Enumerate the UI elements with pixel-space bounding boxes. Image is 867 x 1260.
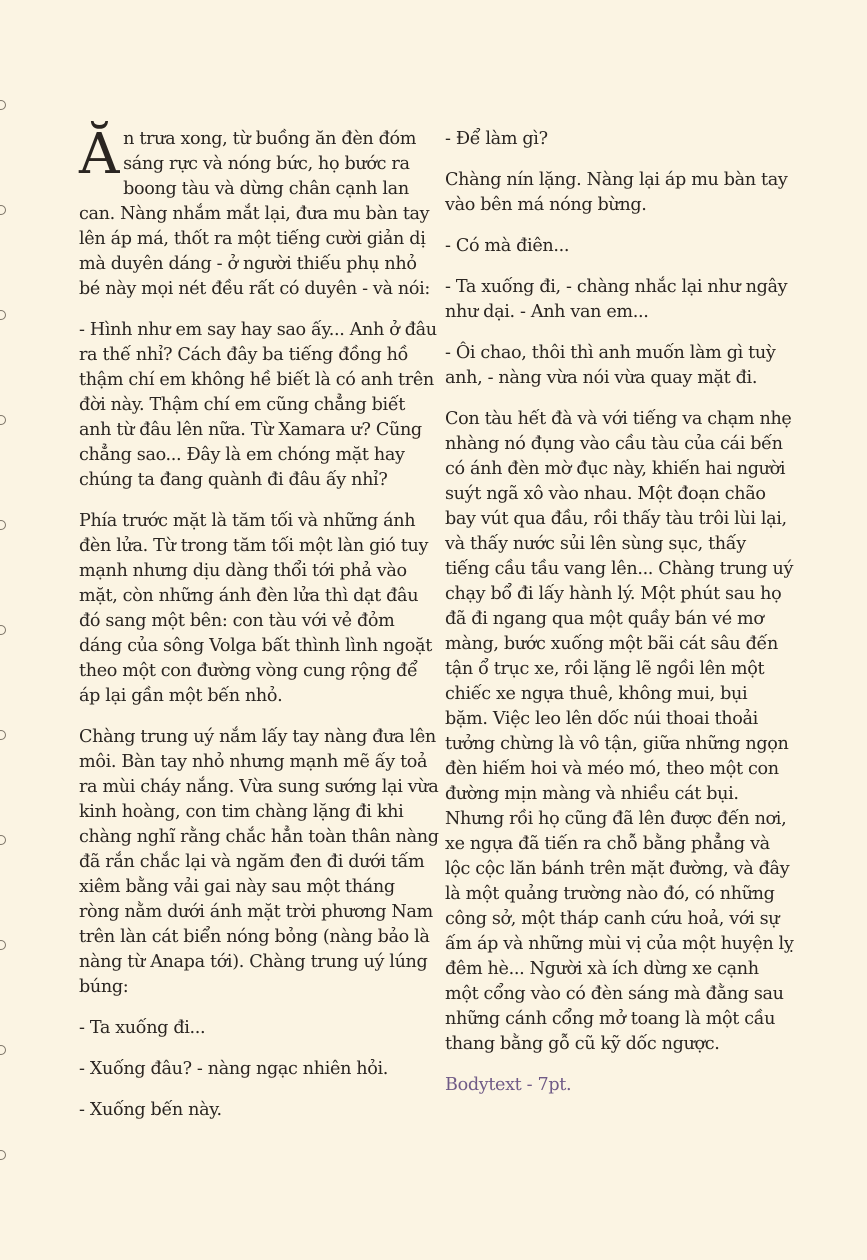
dialogue-line: - Ta xuống đi... (79, 1018, 206, 1038)
paragraph: Chàng nín lặng. Nàng lại áp mu bàn tay vào bên má nóng bừng. (445, 170, 788, 215)
paragraph: - Hình như em say hay sao ấy... Anh ở đâu ra thế nhỉ? Cách đây ba tiếng đồng hồ thậm chí em không hề biết là có anh trên đời này. Thậm chí em cũng chẳng biết anh từ đâu lên nữa. Từ Xamara ư? Cũng chẳng sao... Đây là em chóng mặt hay chúng ta đang quành đi đâu ấy nhỉ? (79, 320, 437, 490)
binding-hole (0, 100, 6, 110)
dialogue-line: - Ta xuống đi, - chàng nhắc lại như ngây như dại. - Anh van em... (445, 277, 788, 322)
paragraph: Con tàu hết đà và với tiếng va chạm nhẹ nhàng nó đụng vào cầu tàu của cái bến có ánh đèn mờ đục này, khiến hai người suýt ngã xô vào nhau. Một đoạn chão bay vút qua đầu, rồi thấy tàu trôi lùi lại, và thấy nước sủi lên sùng sục, thấy tiếng cầu tầu vang lên... Chàng trung uý chạy bổ đi lấy hành lý. Một phút sau họ đã đi ngang qua một quầy bán vé mơ màng, bước xuống một bãi cát sâu đến tận ổ trục xe, rồi lặng lẽ ngồi lên một chiếc xe ngựa thuê, không mui, bụi bặm. Việc leo lên dốc núi thoai thoải tưởng chừng là vô tận, giữa những ngọn đèn hiếm hoi và méo mó, theo một con đường mịn màng và nhiều cát bụi. Nhưng rồi họ cũng đã lên được đến nơi, xe ngựa đã tiến ra chỗ bằng phẳng và lộc cộc lăn bánh trên mặt đường, và đây là một quảng trường nào đó, có những công sở, một tháp canh cứu hoả, với sự ấm áp và những mùi vị của một huyện lỵ đêm hè... Người xà ích dừng xe cạnh một cổng vào có đèn sáng mà đằng sau những cánh cổng mở toang là một cầu thang bằng gỗ cũ kỹ dốc ngược. (445, 409, 794, 1054)
dialogue-line: - Ôi chao, thôi thì anh muốn làm gì tuỳ anh, - nàng vừa nói vừa quay mặt đi. (445, 343, 776, 388)
dialogue-line: - Xuống đâu? - nàng ngạc nhiên hỏi. (79, 1059, 389, 1079)
paragraph: Phía trước mặt là tăm tối và những ánh đèn lửa. Từ trong tăm tối một làn gió tuy mạnh nhưng dịu dàng thổi tới phả vào mặt, còn những ánh đèn lửa thì dạt đâu đó sang một bên: con tàu với vẻ đỏm dáng của sông Volga bất thình lình ngoặt theo một con đường vòng cung rộng để áp lại gần một bến nhỏ. (79, 511, 432, 706)
drop-cap: Ă (79, 122, 120, 187)
binding-hole (0, 1045, 6, 1055)
dialogue-line: - Xuống bến này. (79, 1100, 222, 1120)
binding-hole (0, 520, 6, 530)
style-caption: Bodytext - 7pt. (445, 1075, 572, 1095)
dialogue-line: - Để làm gì? (445, 129, 548, 149)
left-column (79, 122, 439, 1139)
opening-paragraph (79, 122, 439, 302)
opening-text: n trưa xong, từ buồng ăn đèn đóm sáng rực và nóng bức, họ bước ra boong tàu và dừng chân cạnh lan can. Nàng nhắm mắt lại, đưa mu bàn tay lên áp má, thốt ra một tiếng cười giản dị mà duyên dáng - ở người thiếu phụ nhỏ bé này mọi nét đều rất có duyên - và nói: (79, 129, 430, 299)
binding-hole (0, 310, 6, 320)
right-column (445, 127, 795, 1114)
dialogue-line: - Có mà điên... (445, 236, 570, 256)
paragraph: Chàng trung uý nắm lấy tay nàng đưa lên môi. Bàn tay nhỏ nhưng mạnh mẽ ấy toả ra mùi cháy nắng. Vừa sung sướng lại vừa kinh hoàng, con tim chàng lặng đi khi chàng nghĩ rằng chắc hẳn toàn thân nàng đã rắn chắc lại và ngăm đen đi dưới tấm xiêm bằng vải gai này sau một tháng ròng nằm dưới ánh mặt trời phương Nam trên làn cát biển nóng bỏng (nàng bảo là nàng từ Anapa tới). Chàng trung uý lúng búng: (79, 727, 439, 997)
binding-hole (0, 205, 6, 215)
binding-hole (0, 730, 6, 740)
binding-hole (0, 625, 6, 635)
binding-hole (0, 1150, 6, 1160)
binding-hole (0, 940, 6, 950)
binding-hole (0, 835, 6, 845)
binding-hole (0, 415, 6, 425)
